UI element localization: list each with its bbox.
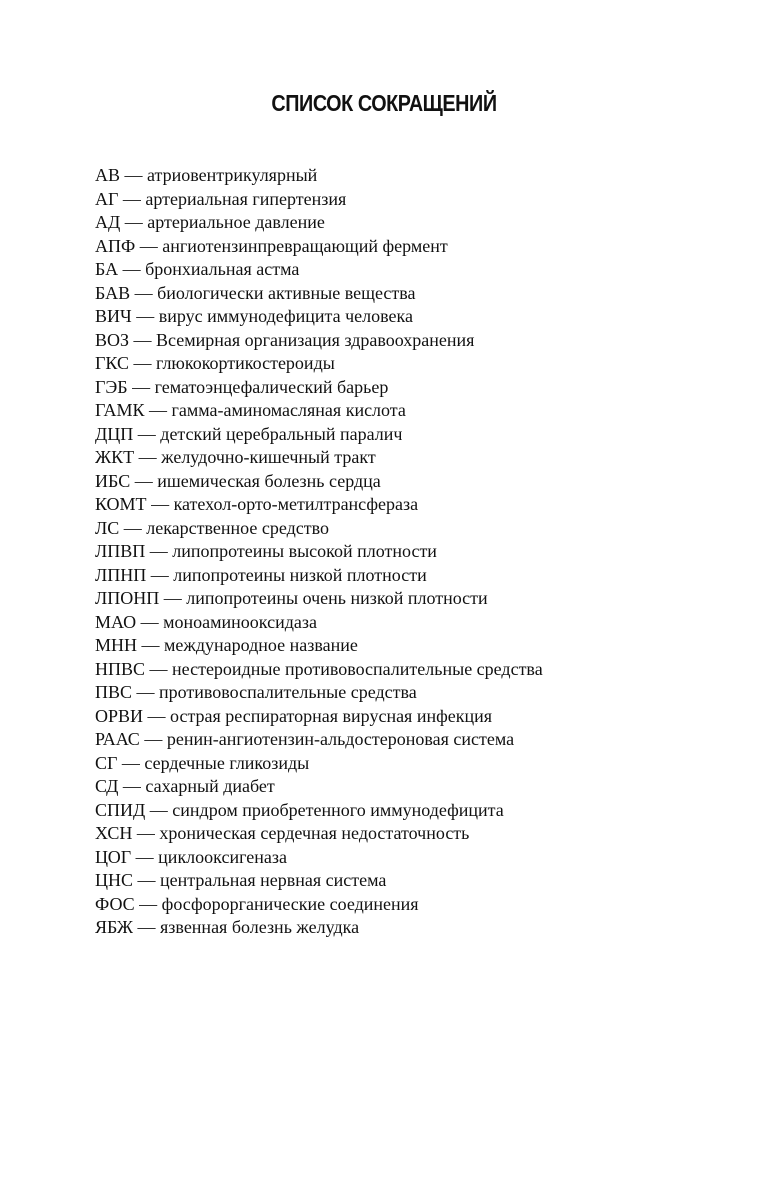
abbreviation-term: АД bbox=[95, 212, 121, 232]
abbreviation-meaning: синдром приобретенного иммунодефицита bbox=[172, 799, 504, 820]
abbreviation-dash: — bbox=[120, 212, 148, 232]
abbreviation-dash: — bbox=[137, 635, 165, 655]
abbreviation-meaning: гематоэнцефалический барьер bbox=[154, 376, 389, 397]
abbreviation-entry bbox=[95, 164, 543, 188]
abbreviation-term: ДЦП bbox=[95, 423, 134, 444]
abbreviation-meaning: вирус иммунодефицита человека bbox=[158, 306, 413, 326]
abbreviation-term: ВОЗ bbox=[95, 329, 130, 350]
abbreviation-term: ЛПОНП bbox=[95, 588, 160, 608]
abbreviation-term: БАВ bbox=[95, 282, 131, 303]
abbreviation-dash: — bbox=[146, 564, 174, 585]
abbreviation-entry bbox=[95, 775, 543, 799]
abbreviation-entry bbox=[95, 893, 543, 917]
abbreviation-entry bbox=[95, 822, 543, 846]
abbreviation-entry bbox=[95, 517, 543, 541]
abbreviation-dash: — bbox=[144, 400, 172, 420]
abbreviation-term: МАО bbox=[95, 611, 137, 632]
abbreviation-entry bbox=[95, 423, 543, 447]
abbreviation-dash: — bbox=[133, 870, 161, 890]
abbreviation-term: БА bbox=[95, 259, 119, 279]
abbreviation-dash: — bbox=[145, 541, 173, 561]
abbreviation-dash: — bbox=[132, 682, 160, 702]
abbreviation-entry bbox=[95, 728, 543, 752]
abbreviation-dash: — bbox=[134, 893, 162, 914]
abbreviation-meaning: ренин-ангиотензин-альдостероновая система bbox=[166, 729, 515, 749]
abbreviation-dash: — bbox=[120, 165, 148, 185]
abbreviation-dash: — bbox=[131, 306, 159, 326]
abbreviation-meaning: противовоспалительные средства bbox=[159, 682, 417, 702]
abbreviation-entry bbox=[95, 470, 543, 494]
abbreviation-dash: — bbox=[134, 447, 162, 467]
abbreviation-term: АВ bbox=[95, 165, 121, 185]
abbreviation-dash: — bbox=[118, 188, 146, 209]
abbreviation-entry bbox=[95, 258, 543, 282]
page-title: СПИСОК СОКРАЩЕНИЙ bbox=[271, 90, 497, 116]
abbreviation-term: ВИЧ bbox=[95, 306, 132, 326]
abbreviation-entry bbox=[95, 446, 543, 470]
abbreviation-meaning: гамма-аминомасляная кислота bbox=[171, 400, 406, 420]
abbreviation-dash: — bbox=[136, 611, 164, 632]
abbreviation-entry bbox=[95, 399, 543, 423]
abbreviation-dash: — bbox=[143, 705, 171, 726]
abbreviation-entry bbox=[95, 564, 543, 588]
abbreviation-entry bbox=[95, 493, 543, 517]
abbreviation-term: ИБС bbox=[95, 470, 131, 491]
abbreviation-dash: — bbox=[132, 823, 160, 843]
abbreviation-dash: — bbox=[145, 658, 173, 679]
abbreviation-meaning: циклооксигеназа bbox=[158, 846, 287, 867]
abbreviation-meaning: язвенная болезнь желудка bbox=[160, 917, 360, 937]
abbreviation-meaning: глюкокортикостероиды bbox=[155, 353, 335, 373]
abbreviation-meaning: липопротеины высокой плотности bbox=[172, 541, 437, 561]
abbreviation-term: РААС bbox=[95, 729, 140, 749]
abbreviation-meaning: острая респираторная вирусная инфекция bbox=[170, 705, 493, 726]
abbreviation-entry bbox=[95, 634, 543, 658]
abbreviation-entry bbox=[95, 587, 543, 611]
abbreviation-entry bbox=[95, 540, 543, 564]
abbreviation-dash: — bbox=[119, 517, 147, 538]
abbreviation-term: АГ bbox=[95, 188, 119, 209]
abbreviation-entry bbox=[95, 352, 543, 376]
abbreviation-entry bbox=[95, 235, 543, 259]
abbreviation-term: СГ bbox=[95, 752, 118, 773]
abbreviation-term: ЦНС bbox=[95, 870, 134, 890]
abbreviation-entry bbox=[95, 658, 543, 682]
abbreviation-term: ПВС bbox=[95, 682, 133, 702]
abbreviation-meaning: детский церебральный паралич bbox=[160, 423, 403, 444]
abbreviation-entry bbox=[95, 282, 543, 306]
abbreviation-meaning: липопротеины низкой плотности bbox=[173, 564, 427, 585]
abbreviation-meaning: центральная нервная система bbox=[160, 870, 387, 890]
abbreviation-dash: — bbox=[129, 329, 157, 350]
abbreviation-term: ЯБЖ bbox=[95, 917, 134, 937]
abbreviation-meaning: бронхиальная астма bbox=[145, 259, 300, 279]
abbreviation-meaning: биологически активные вещества bbox=[157, 282, 416, 303]
abbreviation-dash: — bbox=[146, 494, 174, 514]
abbreviation-dash: — bbox=[159, 588, 187, 608]
abbreviation-entry bbox=[95, 799, 543, 823]
abbreviation-entry bbox=[95, 376, 543, 400]
abbreviation-meaning: липопротеины очень низкой плотности bbox=[186, 588, 488, 608]
abbreviation-meaning: Всемирная организация здравоохранения bbox=[156, 329, 475, 350]
abbreviation-term: КОМТ bbox=[95, 494, 147, 514]
abbreviation-term: СД bbox=[95, 776, 119, 796]
abbreviation-meaning: моноаминооксидаза bbox=[163, 611, 317, 632]
abbreviation-list bbox=[95, 164, 543, 940]
abbreviation-entry bbox=[95, 705, 543, 729]
abbreviation-term: АПФ bbox=[95, 235, 136, 256]
abbreviation-dash: — bbox=[130, 470, 158, 491]
abbreviation-term: ГКС bbox=[95, 353, 129, 373]
abbreviation-meaning: ангиотензинпревращающий фермент bbox=[162, 235, 448, 256]
abbreviation-term: ХСН bbox=[95, 823, 133, 843]
abbreviation-dash: — bbox=[127, 376, 155, 397]
abbreviation-dash: — bbox=[130, 282, 158, 303]
abbreviation-meaning: сахарный диабет bbox=[145, 776, 275, 796]
abbreviation-term: ЛС bbox=[95, 517, 120, 538]
abbreviation-meaning: артериальное давление bbox=[147, 212, 325, 232]
abbreviation-term: ЦОГ bbox=[95, 846, 132, 867]
abbreviation-meaning: артериальная гипертензия bbox=[145, 188, 347, 209]
abbreviation-dash: — bbox=[118, 259, 146, 279]
abbreviation-term: ЛПВП bbox=[95, 541, 146, 561]
abbreviation-term: МНН bbox=[95, 635, 138, 655]
abbreviation-dash: — bbox=[139, 729, 167, 749]
abbreviation-term: ГЭБ bbox=[95, 376, 128, 397]
abbreviation-meaning: сердечные гликозиды bbox=[144, 752, 310, 773]
abbreviation-entry bbox=[95, 846, 543, 870]
abbreviation-term: ГАМК bbox=[95, 400, 145, 420]
abbreviation-entry bbox=[95, 305, 543, 329]
abbreviation-meaning: фосфорорганические соединения bbox=[161, 893, 419, 914]
abbreviation-meaning: нестероидные противовоспалительные средства bbox=[172, 658, 543, 679]
abbreviation-meaning: катехол-орто-метилтрансфераза bbox=[173, 494, 419, 514]
abbreviation-meaning: ишемическая болезнь сердца bbox=[157, 470, 381, 491]
abbreviation-dash: — bbox=[128, 353, 156, 373]
abbreviation-entry bbox=[95, 611, 543, 635]
abbreviation-meaning: хроническая сердечная недостаточность bbox=[159, 823, 470, 843]
abbreviation-term: ОРВИ bbox=[95, 705, 144, 726]
abbreviation-entry bbox=[95, 752, 543, 776]
abbreviation-entry bbox=[95, 329, 543, 353]
abbreviation-meaning: желудочно-кишечный тракт bbox=[161, 447, 376, 467]
abbreviation-meaning: лекарственное средство bbox=[146, 517, 329, 538]
abbreviation-entry bbox=[95, 869, 543, 893]
abbreviation-dash: — bbox=[117, 752, 145, 773]
abbreviation-entry bbox=[95, 681, 543, 705]
abbreviation-entry bbox=[95, 211, 543, 235]
abbreviation-term: СПИД bbox=[95, 799, 146, 820]
abbreviation-dash: — bbox=[145, 799, 173, 820]
abbreviation-entry bbox=[95, 916, 543, 940]
abbreviation-meaning: атриовентрикулярный bbox=[147, 165, 318, 185]
abbreviation-entry bbox=[95, 188, 543, 212]
abbreviation-dash: — bbox=[135, 235, 163, 256]
abbreviation-term: ЛПНП bbox=[95, 564, 147, 585]
abbreviation-term: ФОС bbox=[95, 893, 135, 914]
abbreviation-term: ЖКТ bbox=[95, 447, 135, 467]
abbreviation-term: НПВС bbox=[95, 658, 146, 679]
abbreviation-dash: — bbox=[133, 917, 161, 937]
abbreviation-meaning: международное название bbox=[164, 635, 358, 655]
abbreviation-dash: — bbox=[118, 776, 146, 796]
abbreviation-dash: — bbox=[133, 423, 161, 444]
abbreviation-dash: — bbox=[131, 846, 159, 867]
